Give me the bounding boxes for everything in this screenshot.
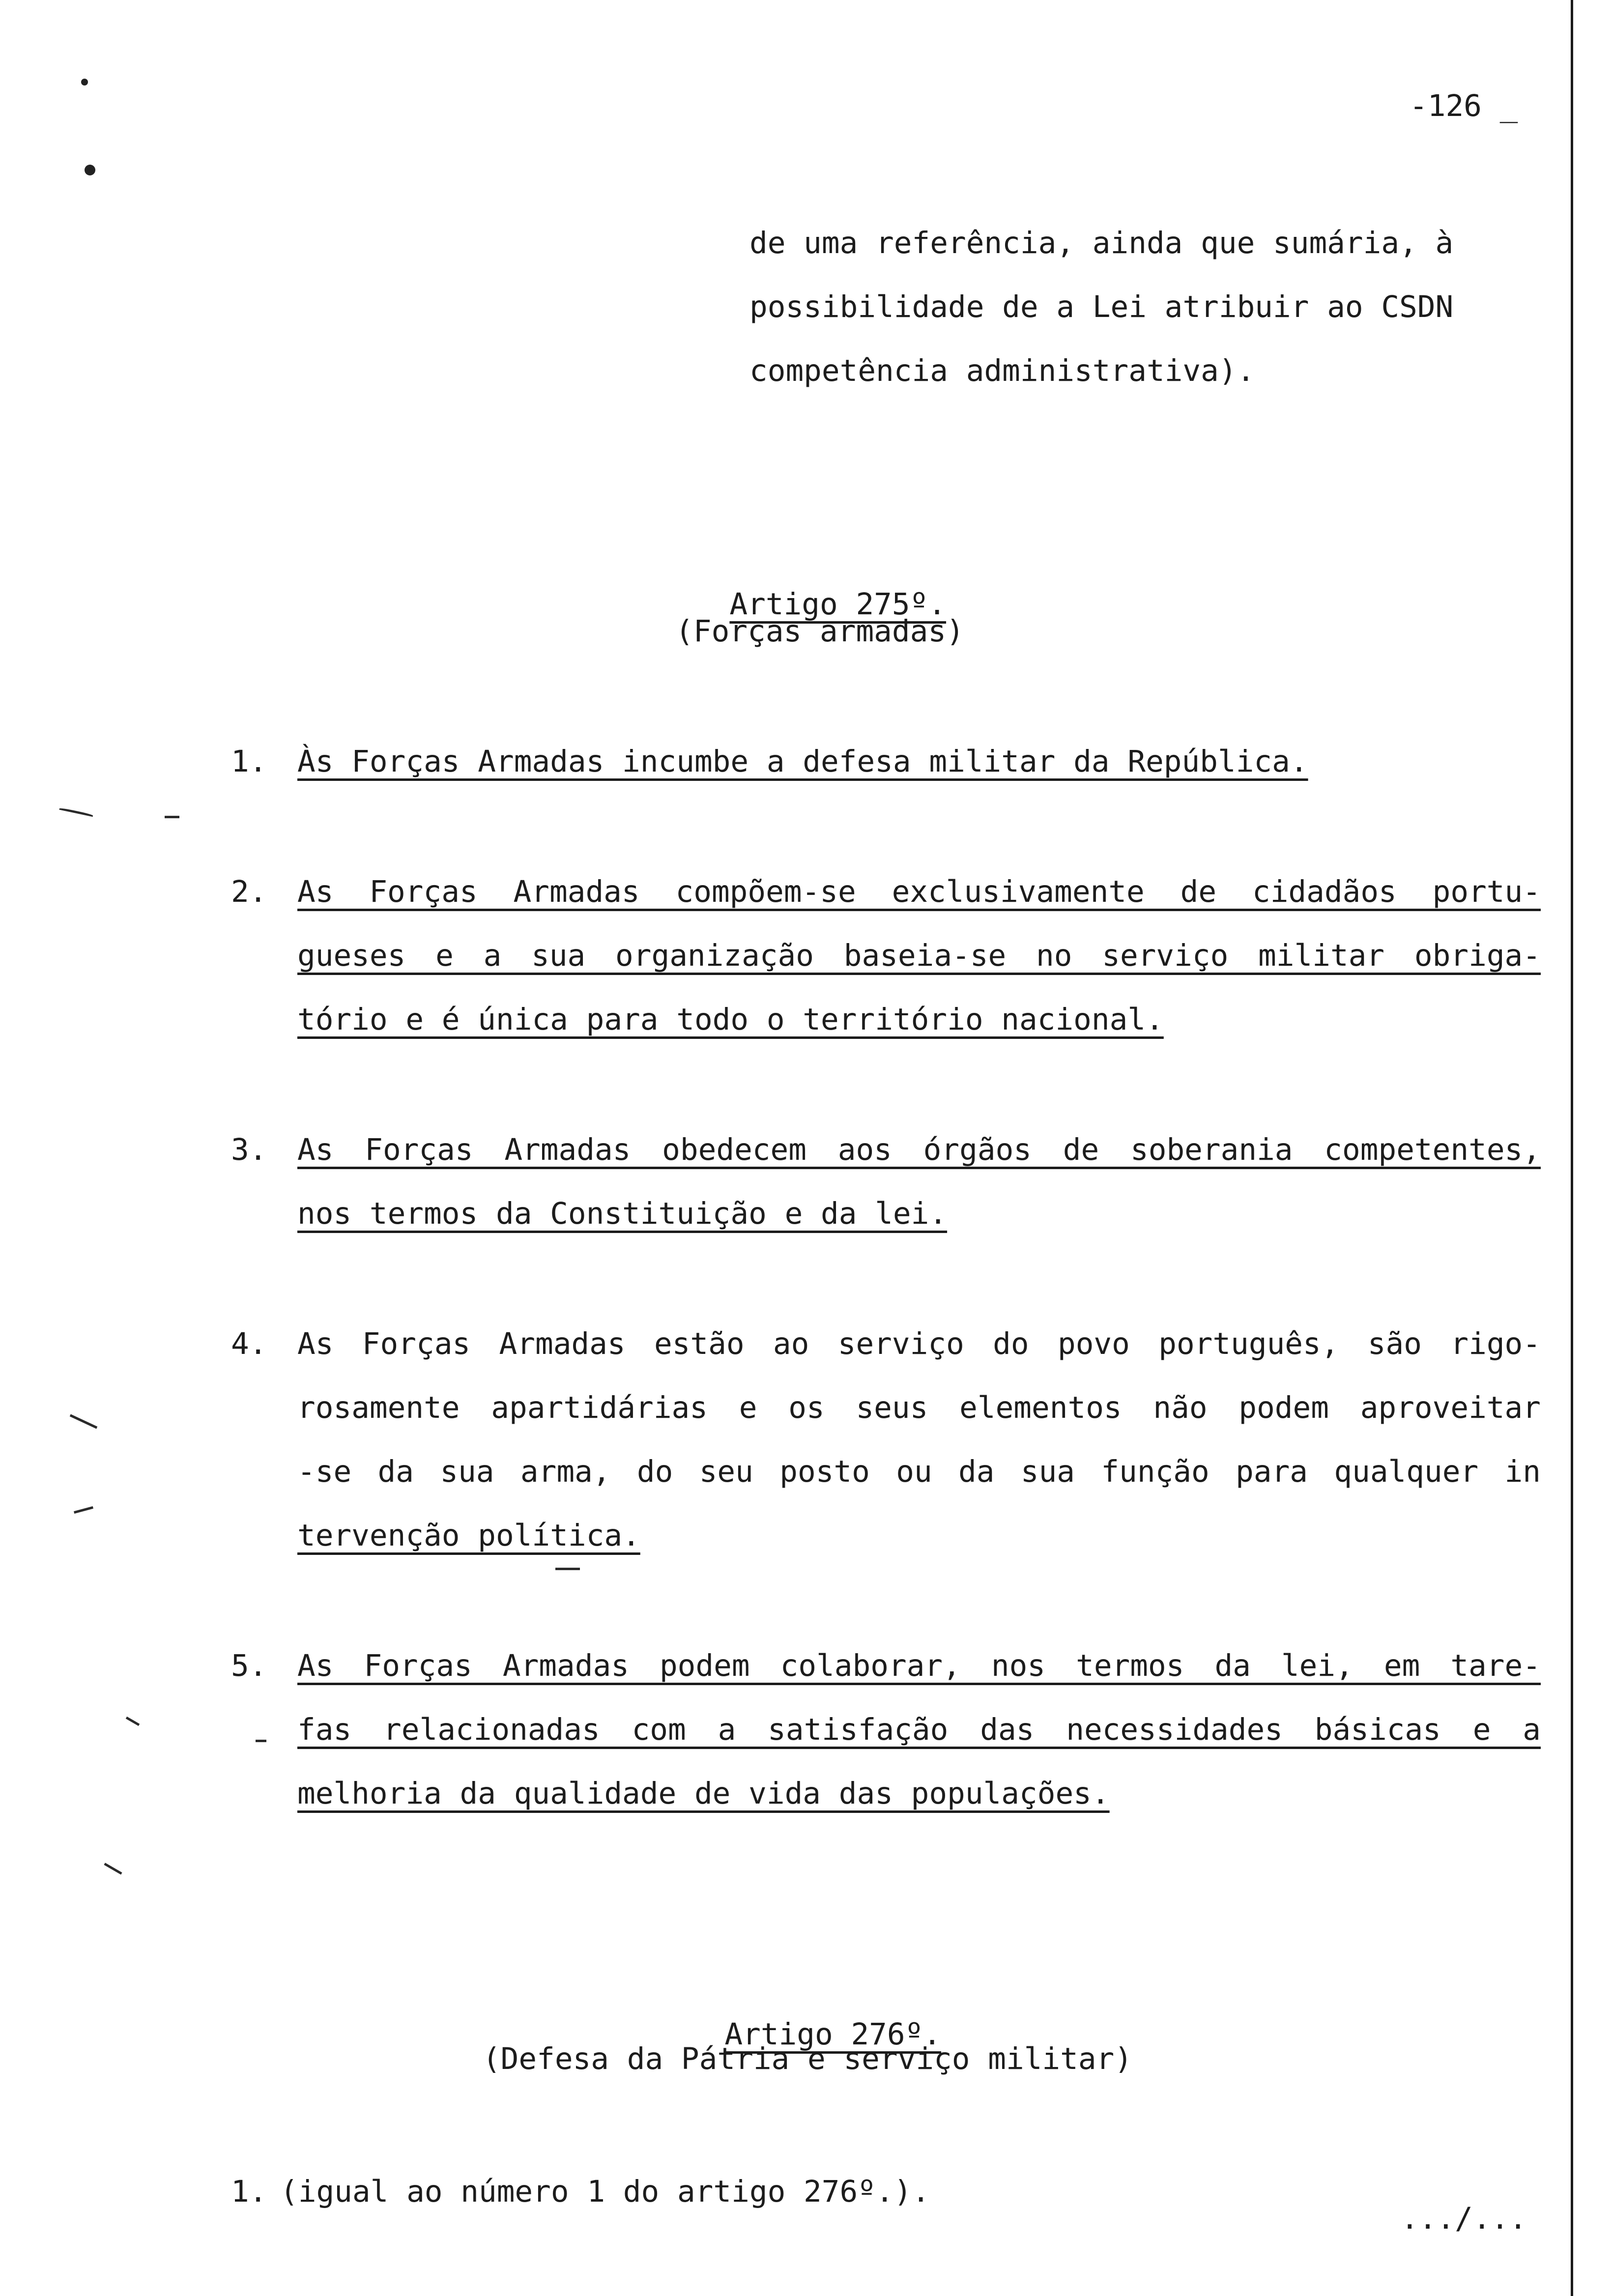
item-line: fas relacionadas com a satisfação das necessidades básicas e a	[297, 1712, 1541, 1747]
margin-mark	[104, 1863, 122, 1874]
article-275-item-4-cont	[231, 1388, 1548, 1428]
margin-mark	[126, 1717, 140, 1726]
item-number: 3.	[231, 1132, 267, 1167]
margin-mark	[59, 807, 93, 817]
item-number: 2.	[231, 874, 267, 909]
article-275-item-4-cont	[231, 1516, 1548, 1555]
article-275-heading-text: Artigo 275º.	[729, 587, 947, 622]
article-275-item-4	[231, 1324, 1548, 1364]
article-275-subtitle: (Forças armadas)	[675, 614, 964, 649]
margin-mark	[70, 1414, 97, 1429]
article-275-item-2	[231, 872, 1548, 912]
item-line: nos termos da Constituição e da lei.	[297, 1196, 948, 1231]
item-line: tório e é única para todo o território nacional.	[297, 1002, 1164, 1037]
intro-line: possibilidade de a Lei atribuir ao CSDN	[749, 289, 1454, 324]
item-line: As Forças Armadas compõem-se exclusivamente de cidadãos portu-	[297, 874, 1541, 909]
margin-mark	[555, 1568, 580, 1570]
item-line: As Forças Armadas estão ao serviço do povo português, são rigo-	[297, 1326, 1541, 1361]
item-line: -se da sua arma, do seu posto ou da sua função para qualquer in	[297, 1454, 1541, 1489]
item-number: 1.	[231, 744, 267, 779]
item-number: 4.	[231, 1326, 267, 1361]
margin-mark	[74, 1506, 93, 1514]
article-275-item-3-cont	[231, 1194, 1548, 1234]
item-number: 1.	[231, 2174, 267, 2209]
scan-speck	[81, 79, 88, 86]
article-275-item-4-cont	[231, 1452, 1548, 1492]
intro-line: de uma referência, ainda que sumária, à	[749, 226, 1454, 260]
article-275-item-5	[231, 1646, 1548, 1686]
article-275-item-1	[231, 742, 1548, 781]
article-275-item-3	[231, 1130, 1548, 1170]
item-line: gueses e a sua organização baseia-se no serviço militar obriga-	[297, 938, 1541, 973]
page-right-border	[1571, 0, 1573, 2296]
article-275-item-2-cont	[231, 1000, 1548, 1039]
article-276-subtitle: (Defesa da Pátria e serviço militar)	[482, 2041, 1133, 2076]
item-line: (igual ao número 1 do artigo 276º.).	[280, 2174, 930, 2209]
margin-mark	[256, 1740, 266, 1742]
article-276-heading-text: Artigo 276º.	[724, 2017, 942, 2052]
article-275-item-5-cont	[231, 1774, 1548, 1813]
scan-speck	[85, 165, 95, 175]
item-number: 5.	[231, 1648, 267, 1683]
item-line: tervenção política.	[297, 1518, 640, 1553]
continuation-mark: .../...	[1401, 2201, 1527, 2236]
article-276-item-1	[231, 2172, 1548, 2211]
item-line: rosamente apartidárias e os seus elementos não podem aproveitar	[297, 1390, 1541, 1425]
item-line: melhoria da qualidade de vida das populações.	[297, 1776, 1110, 1811]
page-number: -126 _	[1410, 88, 1518, 123]
item-line: As Forças Armadas obedecem aos órgãos de soberania competentes,	[297, 1132, 1541, 1167]
item-line: As Forças Armadas podem colaborar, nos termos da lei, em tare-	[297, 1648, 1541, 1683]
article-275-item-5-cont	[231, 1710, 1548, 1750]
intro-line: competência administrativa).	[749, 353, 1255, 388]
margin-mark	[165, 816, 179, 818]
article-275-item-2-cont	[231, 936, 1548, 976]
item-line: Às Forças Armadas incumbe a defesa militar da República.	[297, 744, 1308, 779]
